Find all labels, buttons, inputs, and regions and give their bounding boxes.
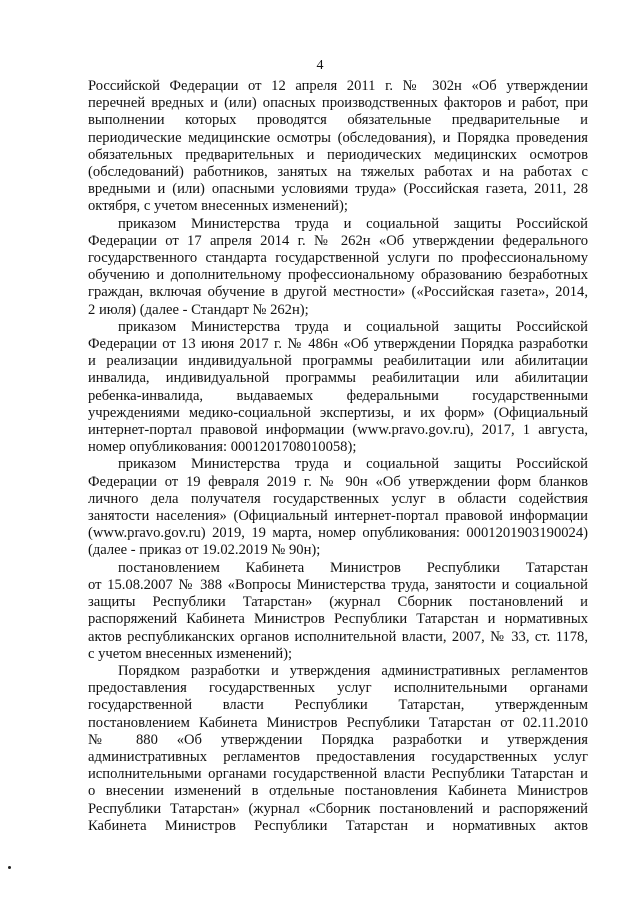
text-line: с учетом внесенных изменений); <box>88 645 293 662</box>
page-number: 4 <box>316 58 324 73</box>
text-line: учреждениями медико-социальной экспертизы, и их форм» (Официальный <box>88 404 588 421</box>
text-line: (обследований) работников, занятых на тяжелых работах и на работах с <box>88 164 588 181</box>
text-line: 2 июля) (далее - Стандарт № 262н); <box>88 301 309 318</box>
text-line: Федерации от 19 февраля 2019 г. № 90н «Об утверждении форм бланков <box>88 473 588 490</box>
paragraph <box>88 319 588 457</box>
text-line: октября, с учетом внесенных изменений); <box>88 198 348 215</box>
text-line: распоряжений Кабинета Министров Республики Татарстан и нормативных <box>88 611 588 628</box>
text-line: (www.pravo.gov.ru) 2019, 19 марта, номер опубликования: 0001201903190024) <box>88 525 588 542</box>
text-line: постановлением Кабинета Министров Республики Татарстан от 02.11.2010 <box>88 714 588 731</box>
text-line: номер опубликования: 0001201708010058); <box>88 439 357 456</box>
text-line: Федерации от 17 апреля 2014 г. № 262н «Об утверждении федерального <box>88 232 588 249</box>
text-line: Федерации от 13 июня 2017 г. № 486н «Об утверждении Порядка разработки <box>88 336 588 353</box>
text-line: обязательных предварительных и периодических медицинских осмотров <box>88 146 588 163</box>
text-line: периодические медицинские осмотры (обследования), и Порядка проведения <box>88 129 588 146</box>
text-line: граждан, включая обучение в другой местности» («Российская газета», 2014, <box>88 284 588 301</box>
text-line: государственной власти Республики Татарстан, утвержденным <box>88 697 588 714</box>
scan-speck <box>8 866 11 869</box>
text-line: личного дела получателя государственных услуг в области содействия <box>88 490 588 507</box>
text-line: о внесении изменений в отдельные постановления Кабинета Министров <box>88 783 588 800</box>
text-line: (далее - приказ от 19.02.2019 № 90н); <box>88 542 321 559</box>
text-line: актов республиканских органов исполнительной власти, 2007, № 33, ст. 1178, <box>88 628 588 645</box>
text-line: административных регламентов предоставления государственных услуг <box>88 748 588 765</box>
text-line: инвалида, индивидуальной программы реабилитации или абилитации <box>88 370 588 387</box>
text-line: от 15.08.2007 № 388 «Вопросы Министерства труда, занятости и социальной <box>88 576 588 593</box>
text-line: Республики Татарстан» (журнал «Сборник постановлений и распоряжений <box>88 800 588 817</box>
paragraph <box>88 663 588 835</box>
text-line: постановлением Кабинета Министров Республики Татарстан <box>118 559 588 576</box>
text-line: Порядком разработки и утверждения административных регламентов <box>118 662 588 679</box>
text-line: № 880 «Об утверждении Порядка разработки и утверждения <box>88 731 588 748</box>
text-line: приказом Министерства труда и социальной защиты Российской <box>118 318 588 335</box>
text-line: государственного стандарта государственной услуги по профессиональному <box>88 250 588 267</box>
paragraph <box>88 216 588 319</box>
text-line: и реализации индивидуальной программы реабилитации или абилитации <box>88 353 588 370</box>
text-line: приказом Министерства труда и социальной защиты Российской <box>118 456 588 473</box>
text-line: исполнительными органами государственной власти Республики Татарстан и <box>88 766 588 783</box>
document-body <box>88 78 588 835</box>
text-line: предоставления государственных услуг исполнительными органами <box>88 680 588 697</box>
paragraph <box>88 78 588 216</box>
text-line: вредными и (или) опасными условиями труда» (Российская газета, 2011, 28 <box>88 181 588 198</box>
paragraph <box>88 560 588 663</box>
text-line: ребенка-инвалида, выдаваемых федеральными государственными <box>88 387 588 404</box>
text-line: интернет-портал правовой информации (www.pravo.gov.ru), 2017, 1 августа, <box>88 422 588 439</box>
text-line: Кабинета Министров Республики Татарстан и нормативных актов <box>88 817 588 834</box>
paragraph <box>88 456 588 559</box>
text-line: занятости населения» (Официальный интернет-портал правовой информации <box>88 508 588 525</box>
text-line: защиты Республики Татарстан» (журнал Сборник постановлений и <box>88 594 588 611</box>
text-line: приказом Министерства труда и социальной защиты Российской <box>118 215 588 232</box>
text-line: Российской Федерации от 12 апреля 2011 г. № 302н «Об утверждении <box>88 78 588 94</box>
text-line: перечней вредных и (или) опасных производственных факторов и работ, при <box>88 95 588 112</box>
text-line: обучению и дополнительному профессиональному образованию безработных <box>88 267 588 284</box>
text-line: выполнении которых проводятся обязательные предварительные и <box>88 112 588 129</box>
